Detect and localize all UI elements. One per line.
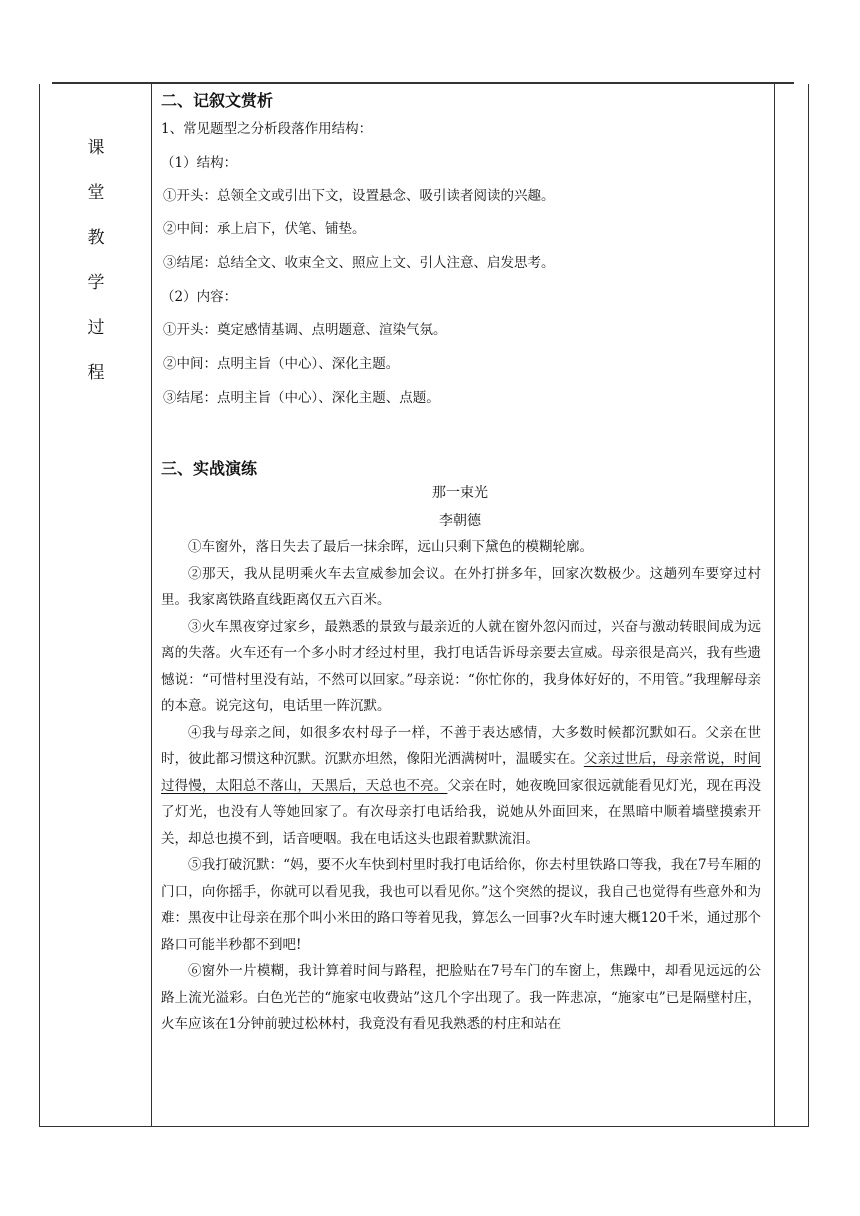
article-author: 李朝德 (439, 513, 481, 529)
paragraph-4 (161, 720, 761, 853)
article-body (161, 534, 761, 1038)
lesson-table (39, 84, 809, 1127)
paragraph-4-end: 父亲在时，她夜晚回家很远就能看见灯光，现在再没了灯光，也没有人等她回家了。有次母亲打电话给我，说她从外面回来，在黑暗中顺着墙壁摸索开关，却总也摸不到，话音哽咽。我在电话这头也跟着默默流泪。 (161, 777, 762, 847)
notes-column (774, 84, 808, 1126)
question-type: 1、常见题型之分析段落作用结构： (161, 121, 373, 137)
structure-title: （1）结构： (161, 155, 238, 171)
paragraph-4-start: ④我与母亲之间，如很多农村母子一样，不善于表达感情，大多数时候都沉默如石。父亲在世时，彼此都习惯这种沉默。沉默亦坦然，像阳光洒满树叶，温暖实在。 (161, 724, 761, 767)
article-title: 那一束光 (432, 485, 488, 501)
structure-item: ②中间：承上启下，伏笔、铺垫。 (163, 221, 366, 237)
section2-title: 二、记叙文赏析 (161, 91, 274, 110)
label-char: 程 (87, 363, 105, 383)
vertical-label (40, 126, 152, 396)
paragraph-1: ①车窗外，落日失去了最后一抹余晖，远山只剩下黛色的模糊轮廓。 (188, 539, 593, 555)
underlined-sentence: 父亲过世后，母亲常说，时间过得慢，太阳总不落山，天黑后，天总也不亮。 (161, 751, 762, 794)
content-item: ③结尾：点明主旨（中心）、深化主题、点题。 (163, 390, 440, 406)
section3-title: 三、实战演练 (161, 459, 258, 478)
label-char: 课 (87, 138, 105, 158)
structure-item: ①开头：总领全文或引出下文，设置悬念、吸引读者阅读的兴趣。 (163, 188, 555, 204)
content-item: ①开头：奠定感情基调、点明题意、渲染气氛。 (163, 322, 447, 338)
paragraph-3: ③火车黑夜穿过家乡，最熟悉的景致与最亲近的人就在窗外忽闪而过，兴奋与激动转眼间成为远离的失落。火车还有一个多小时才经过村里，我打电话告诉母亲要去宣威。母亲很是高兴，我有些遗憾说：“可惜村里没有站，不然可以回家。”母亲说：“你忙你的，我身体好好的，不用管。”我理解母亲的本意。说完这句，电话里一阵沉默。 (161, 618, 761, 714)
label-char: 堂 (87, 183, 105, 203)
structure-item: ③结尾：总结全文、收束全文、照应上文、引人注意、启发思考。 (163, 255, 555, 271)
paragraph-6: ⑥窗外一片模糊，我计算着时间与路程，把脸贴在7号车门的车窗上，焦躁中，却看见远远的公路上流光溢彩。白色光芒的“施家屯收费站”这几个字出现了。我一阵悲凉，“施家屯”已是隔壁村庄，火车应该在1分钟前驶过松林村，我竟没有看见我熟悉的村庄和站在 (161, 963, 761, 1032)
paragraph-5: ⑤我打破沉默：“妈，要不火车快到村里时我打电话给你，你去村里铁路口等我，我在7号车厢的门口，向你摇手，你就可以看见我，我也可以看见你。”这个突然的提议，我自己也觉得有些意外和为难：黑夜中让母亲在那个叫小米田的路口等着见我，算怎么一回事?火车时速大概120千米，通过那个路口可能半秒都不到吧! (161, 857, 762, 953)
label-char: 教 (87, 228, 105, 248)
label-column (40, 84, 152, 1126)
label-char: 过 (87, 318, 105, 338)
content-item: ②中间：点明主旨（中心）、深化主题。 (163, 356, 400, 372)
content-title: （2）内容： (161, 289, 238, 305)
label-char: 学 (87, 273, 105, 293)
paragraph-2: ②那天，我从昆明乘火车去宣威参加会议。在外打拼多年，回家次数极少。这趟列车要穿过村里。我家离铁路直线距离仅五六百米。 (161, 565, 761, 608)
